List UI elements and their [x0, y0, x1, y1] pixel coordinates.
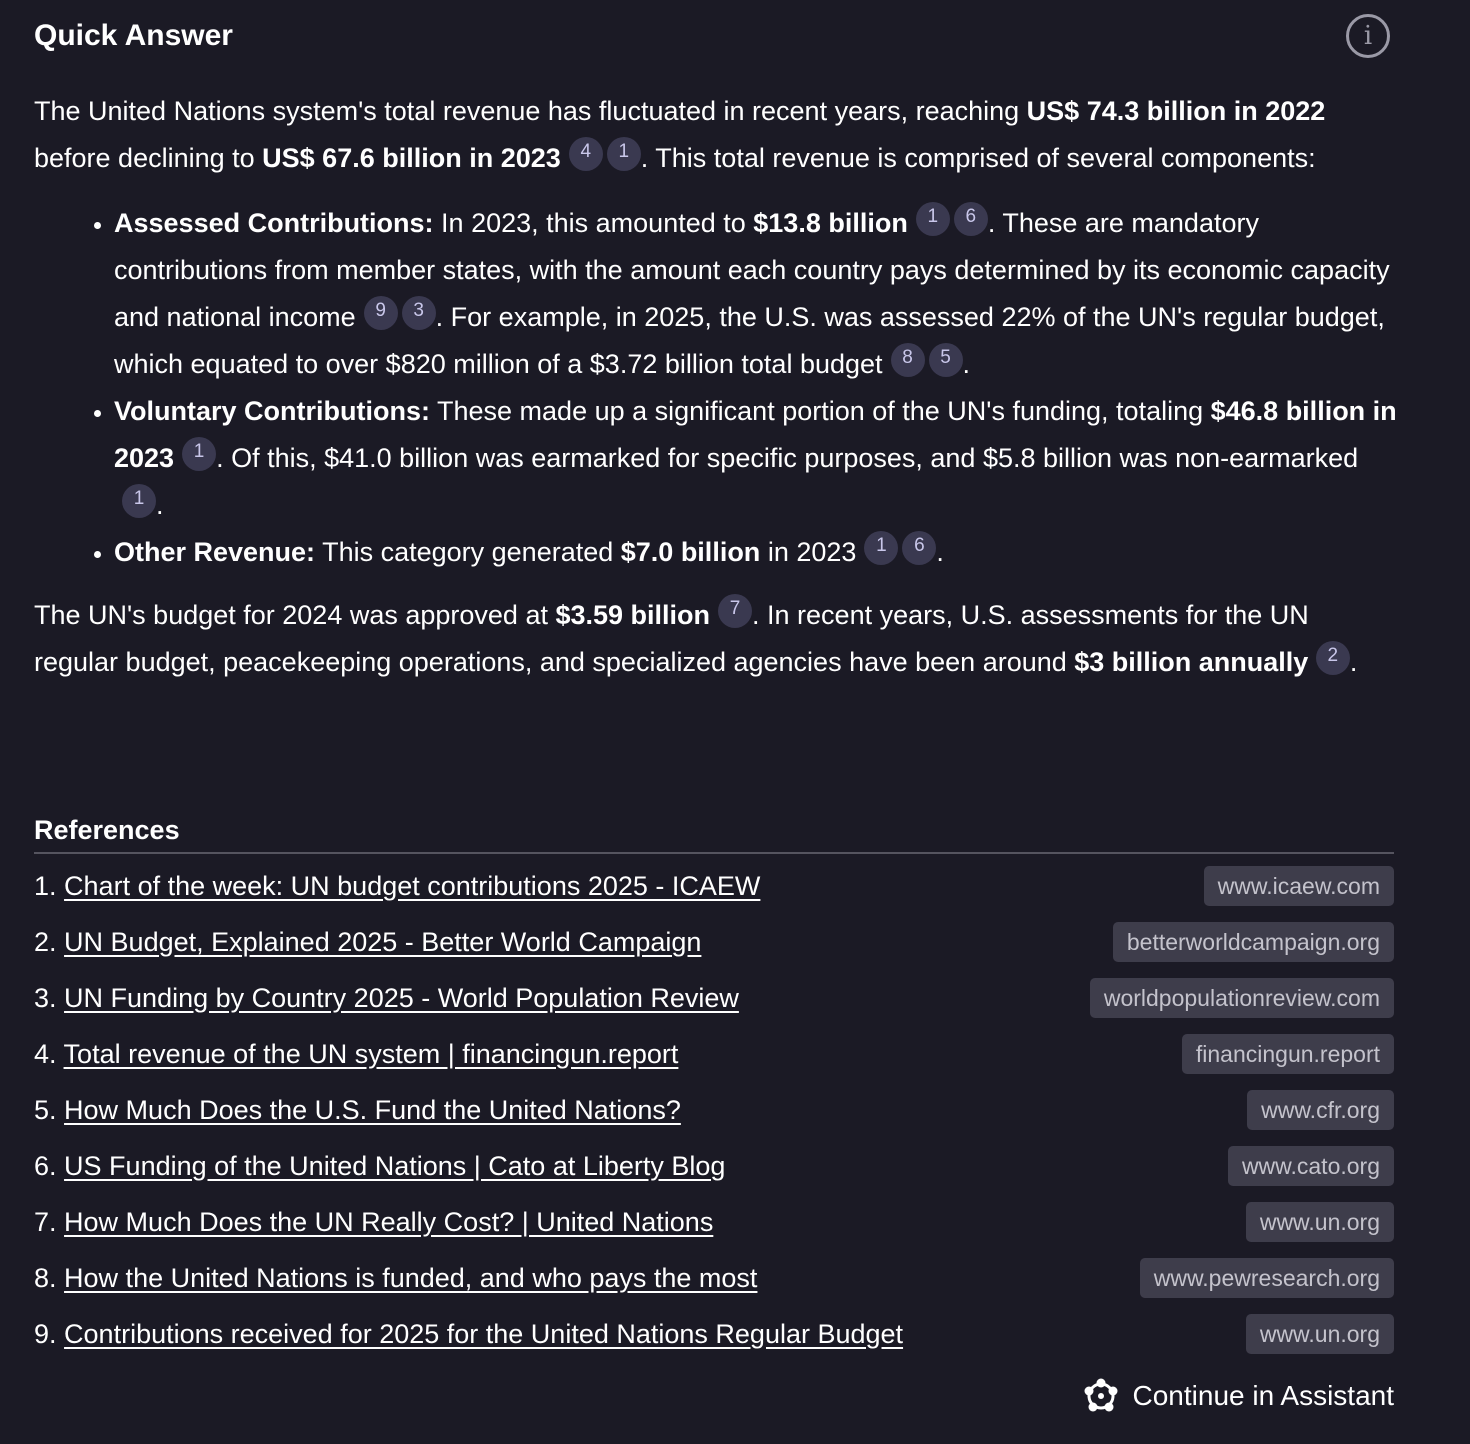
citation-badge[interactable]: 7	[718, 594, 752, 628]
bullet-bold: $13.8 billion	[753, 208, 908, 238]
reference-number: 7.	[34, 1207, 57, 1237]
reference-domain-badge[interactable]: financingun.report	[1182, 1034, 1394, 1074]
bullet-text: .	[156, 490, 164, 520]
reference-item	[34, 1082, 1394, 1138]
citation-badge[interactable]: 4	[569, 137, 603, 171]
reference-link[interactable]: Chart of the week: UN budget contributions 2025 - ICAEW	[64, 871, 761, 901]
reference-link[interactable]: Total revenue of the UN system | financingun.report	[63, 1039, 679, 1069]
reference-domain-badge[interactable]: betterworldcampaign.org	[1113, 922, 1394, 962]
bullet-label: Voluntary Contributions:	[114, 396, 430, 426]
bullet-text: . These are mandatory contributions from member states, with the amount each country pays determined by its economic capacity and national income	[114, 208, 1390, 332]
citation-badge[interactable]: 3	[402, 296, 436, 330]
intro-text-2: before declining to	[34, 143, 263, 173]
closing-text-2: . In recent years, U.S. assessments for the UN regular budget, peacekeeping operations, and specialized agencies have been around	[34, 600, 1309, 677]
reference-domain-badge[interactable]: worldpopulationreview.com	[1090, 978, 1394, 1018]
intro-bold-2: US$ 67.6 billion in 2023	[262, 143, 561, 173]
bullet-text: . For example, in 2025, the U.S. was assessed 22% of the UN's regular budget, which equated to over $820 million of a $3.72 billion total budget	[114, 302, 1385, 379]
bullet-bold: $46.8 billion in 2023	[114, 396, 1397, 473]
continue-label: Continue in Assistant	[1132, 1380, 1394, 1411]
citation-badge[interactable]: 1	[607, 137, 641, 171]
reference-item	[34, 1138, 1394, 1194]
references-list	[34, 858, 1394, 1362]
citation-badge[interactable]: 9	[364, 296, 398, 330]
list-item-assessed	[114, 200, 1398, 388]
reference-link[interactable]: How Much Does the UN Really Cost? | United Nations	[64, 1207, 714, 1237]
reference-item	[34, 1250, 1394, 1306]
citation-badge[interactable]: 6	[954, 202, 988, 236]
reference-number: 2.	[34, 927, 57, 957]
revenue-components-list	[34, 200, 1398, 576]
reference-domain-badge[interactable]: www.icaew.com	[1204, 866, 1394, 906]
citation-badge[interactable]: 6	[902, 531, 936, 565]
references-divider	[34, 852, 1394, 854]
closing-text-3: .	[1349, 647, 1358, 677]
reference-item	[34, 1306, 1394, 1362]
reference-number: 9.	[34, 1319, 57, 1349]
bullet-text: This category generated	[315, 537, 621, 567]
bullet-text: .	[962, 349, 971, 379]
answer-closing	[34, 592, 1398, 686]
citation-badge[interactable]: 2	[1316, 641, 1350, 675]
reference-item	[34, 858, 1394, 914]
bullet-text: in 2023	[760, 537, 857, 567]
bullet-text: In 2023, this amounted to	[433, 208, 754, 238]
reference-item	[34, 914, 1394, 970]
page-title: Quick Answer	[34, 19, 233, 52]
reference-number: 8.	[34, 1263, 57, 1293]
citation-badge[interactable]: 1	[182, 437, 216, 471]
reference-item	[34, 1194, 1394, 1250]
closing-text-1: The UN's budget for 2024 was approved at	[34, 600, 556, 630]
bullet-label: Assessed Contributions:	[114, 208, 434, 238]
info-icon[interactable]: i	[1346, 14, 1390, 58]
reference-domain-badge[interactable]: www.cfr.org	[1247, 1090, 1394, 1130]
reference-link[interactable]: US Funding of the United Nations | Cato at Liberty Blog	[64, 1151, 726, 1181]
intro-text-3: . This total revenue is comprised of several components:	[640, 143, 1316, 173]
list-item-voluntary	[114, 388, 1398, 529]
bullet-label: Other Revenue:	[114, 537, 316, 567]
reference-domain-badge[interactable]: www.un.org	[1246, 1314, 1394, 1354]
reference-item	[34, 1026, 1394, 1082]
continue-in-assistant-button[interactable]	[1081, 1376, 1395, 1416]
assistant-icon	[1081, 1376, 1121, 1416]
closing-bold-1: $3.59 billion	[555, 600, 711, 630]
citation-badge[interactable]: 1	[122, 484, 156, 518]
reference-link[interactable]: UN Funding by Country 2025 - World Population Review	[64, 983, 739, 1013]
answer-body	[34, 88, 1398, 686]
reference-number: 3.	[34, 983, 57, 1013]
reference-link[interactable]: How Much Does the U.S. Fund the United Nations?	[64, 1095, 681, 1125]
bullet-bold: $7.0 billion	[620, 537, 761, 567]
intro-bold-1: US$ 74.3 billion in 2022	[1026, 96, 1326, 126]
reference-item	[34, 970, 1394, 1026]
bullet-text: .	[936, 537, 944, 567]
references-heading: References	[34, 815, 180, 845]
closing-bold-2: $3 billion annually	[1074, 647, 1309, 677]
bullet-text: These made up a significant portion of the UN's funding, totaling	[429, 396, 1211, 426]
citation-badge[interactable]: 1	[916, 202, 950, 236]
reference-link[interactable]: Contributions received for 2025 for the United Nations Regular Budget	[64, 1319, 904, 1349]
reference-link[interactable]: UN Budget, Explained 2025 - Better World Campaign	[64, 927, 702, 957]
reference-link[interactable]: How the United Nations is funded, and who pays the most	[64, 1263, 758, 1293]
list-item-other	[114, 529, 1398, 576]
reference-domain-badge[interactable]: www.un.org	[1246, 1202, 1394, 1242]
reference-number: 5.	[34, 1095, 57, 1125]
intro-text-1: The United Nations system's total revenue has fluctuated in recent years, reaching	[34, 96, 1027, 126]
citation-badge[interactable]: 5	[929, 343, 963, 377]
reference-number: 6.	[34, 1151, 57, 1181]
citation-badge[interactable]: 1	[864, 531, 898, 565]
reference-number: 4.	[34, 1039, 57, 1069]
reference-domain-badge[interactable]: www.pewresearch.org	[1140, 1258, 1394, 1298]
reference-domain-badge[interactable]: www.cato.org	[1228, 1146, 1394, 1186]
citation-badge[interactable]: 8	[891, 343, 925, 377]
reference-number: 1.	[34, 871, 57, 901]
answer-intro	[34, 88, 1398, 182]
bullet-text: . Of this, $41.0 billion was earmarked for specific purposes, and $5.8 billion was non-earmarked	[216, 443, 1359, 473]
